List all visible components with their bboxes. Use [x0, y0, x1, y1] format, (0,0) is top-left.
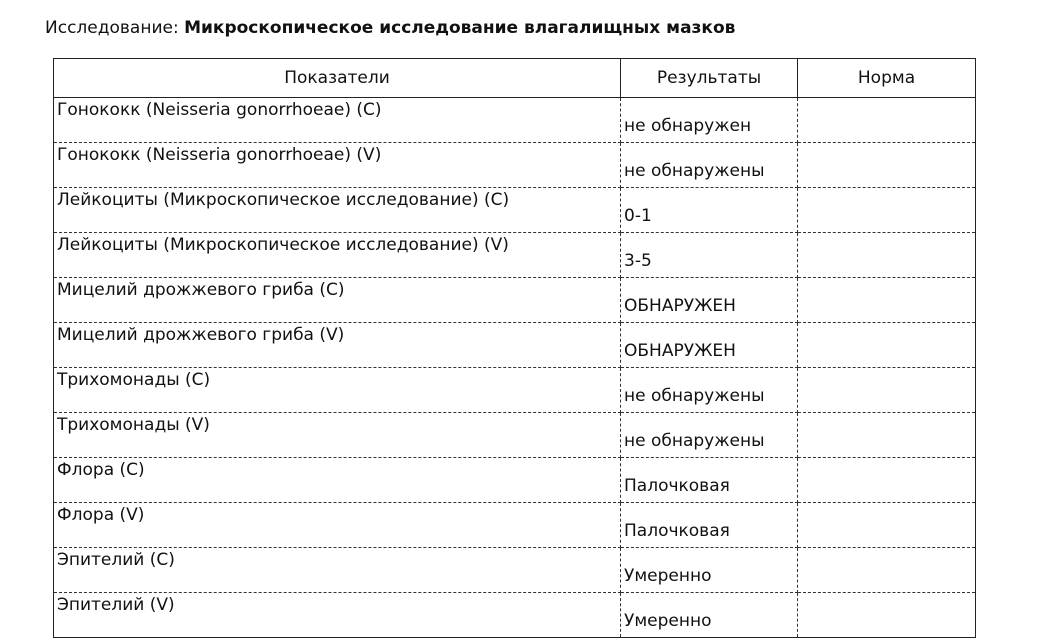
- table-row: [54, 593, 976, 638]
- table-row: [54, 503, 976, 548]
- result-cell: 0-1: [621, 188, 798, 233]
- table-row: [54, 98, 976, 143]
- result-cell: Палочковая: [621, 503, 798, 548]
- norm-cell: [798, 503, 976, 548]
- result-cell: не обнаружены: [621, 413, 798, 458]
- table-row: [54, 188, 976, 233]
- table-row: [54, 278, 976, 323]
- norm-cell: [798, 233, 976, 278]
- norm-cell: [798, 548, 976, 593]
- indicator-cell: Лейкоциты (Микроскопическое исследование) (C): [54, 188, 621, 233]
- indicator-cell: Трихомонады (C): [54, 368, 621, 413]
- norm-cell: [798, 413, 976, 458]
- results-table: [53, 58, 976, 638]
- indicator-cell: Мицелий дрожжевого гриба (C): [54, 278, 621, 323]
- result-cell: Палочковая: [621, 458, 798, 503]
- header-indicators: Показатели: [54, 59, 621, 98]
- result-cell: Умеренно: [621, 593, 798, 638]
- result-cell: не обнаружены: [621, 143, 798, 188]
- study-label: Исследование:: [45, 18, 179, 38]
- table-row: [54, 368, 976, 413]
- result-cell: 3-5: [621, 233, 798, 278]
- result-cell: не обнаружен: [621, 98, 798, 143]
- result-cell: не обнаружены: [621, 368, 798, 413]
- table-header-row: [54, 59, 976, 98]
- study-name: Микроскопическое исследование влагалищных мазков: [184, 18, 736, 38]
- indicator-cell: Лейкоциты (Микроскопическое исследование) (V): [54, 233, 621, 278]
- table-row: [54, 458, 976, 503]
- table-row: [54, 323, 976, 368]
- table-row: [54, 233, 976, 278]
- norm-cell: [798, 143, 976, 188]
- indicator-cell: Гонококк (Neisseria gonorrhoeae) (C): [54, 98, 621, 143]
- header-results: Результаты: [621, 59, 798, 98]
- indicator-cell: Мицелий дрожжевого гриба (V): [54, 323, 621, 368]
- norm-cell: [798, 323, 976, 368]
- result-cell: ОБНАРУЖЕН: [621, 323, 798, 368]
- table-row: [54, 143, 976, 188]
- table-row: [54, 548, 976, 593]
- norm-cell: [798, 593, 976, 638]
- norm-cell: [798, 368, 976, 413]
- indicator-cell: Эпителий (C): [54, 548, 621, 593]
- study-title: [45, 18, 735, 38]
- header-norm: Норма: [798, 59, 976, 98]
- norm-cell: [798, 98, 976, 143]
- norm-cell: [798, 278, 976, 323]
- indicator-cell: Флора (C): [54, 458, 621, 503]
- norm-cell: [798, 458, 976, 503]
- table-row: [54, 413, 976, 458]
- result-cell: ОБНАРУЖЕН: [621, 278, 798, 323]
- indicator-cell: Трихомонады (V): [54, 413, 621, 458]
- indicator-cell: Флора (V): [54, 503, 621, 548]
- indicator-cell: Эпителий (V): [54, 593, 621, 638]
- norm-cell: [798, 188, 976, 233]
- indicator-cell: Гонококк (Neisseria gonorrhoeae) (V): [54, 143, 621, 188]
- result-cell: Умеренно: [621, 548, 798, 593]
